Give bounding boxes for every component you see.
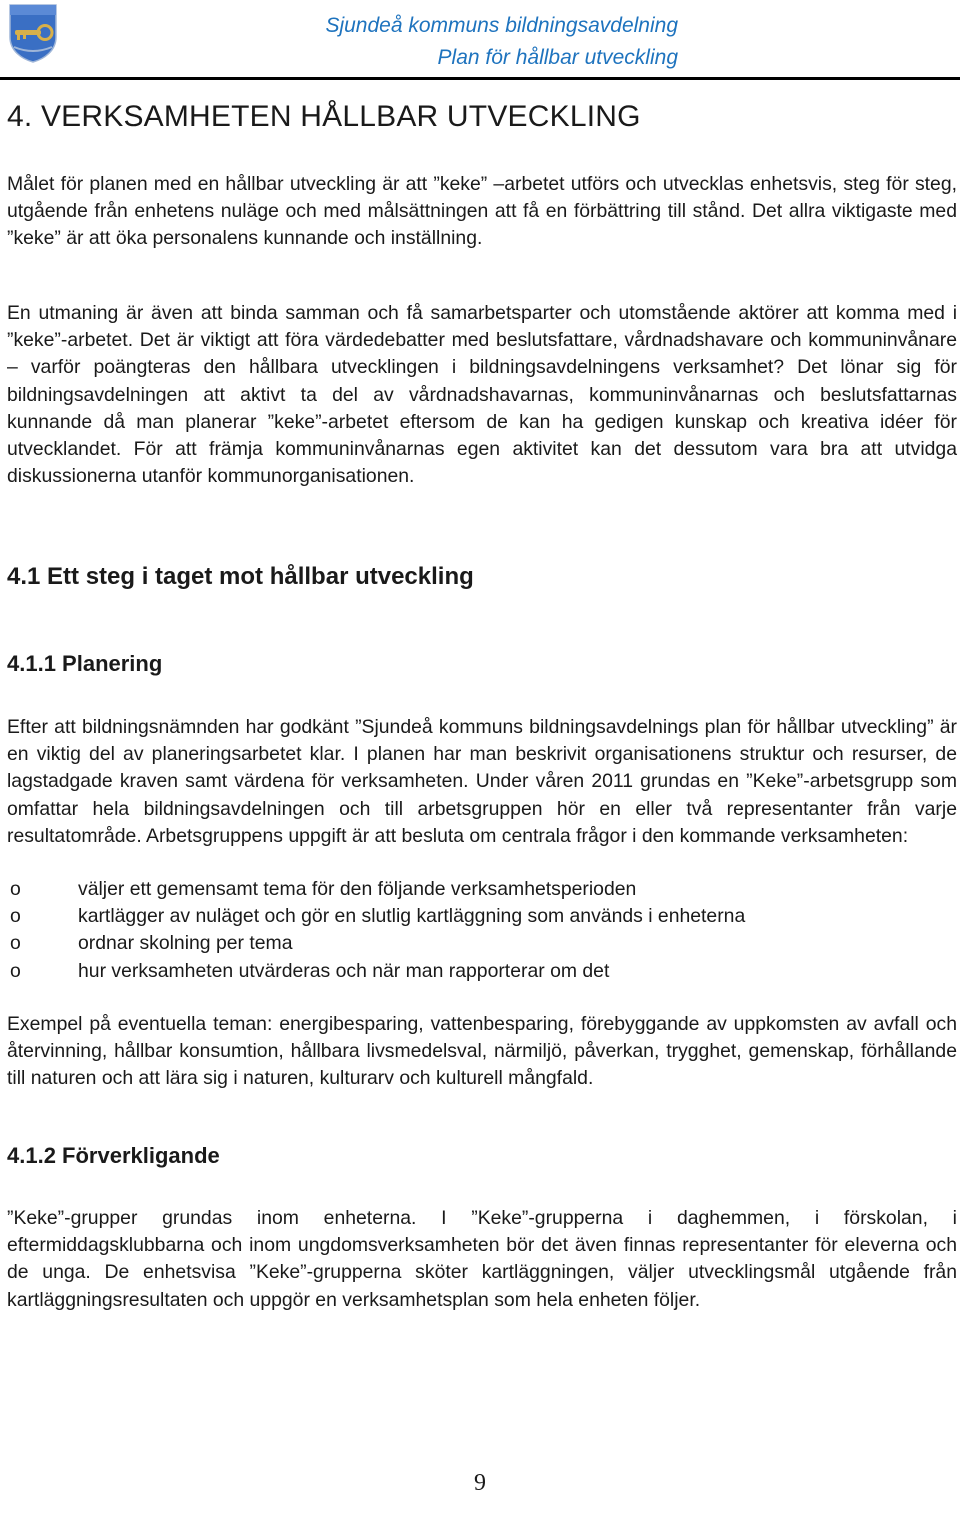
bullet-icon: o [10,932,21,955]
section-paragraph-1: Målet för planen med en hållbar utveckling är att ”keke” –arbetet utförs och utvecklas enhetsvis, steg för steg, utgående från enhetens nuläge och med målsättningen att få en förbättring till stånd. Det allra viktigaste med ”keke” är att öka personalens kunnande och inställning. [7,173,957,250]
bullet-icon: o [10,905,21,928]
municipal-crest-icon [8,3,58,63]
list-item: o kartlägger av nuläget och gör en slutlig kartläggning som används i enheterna [7,903,745,930]
header-divider [0,77,960,80]
header-document-title: Plan för hållbar utveckling [437,46,678,69]
subsection-heading: 4.1 Ett steg i taget mot hållbar utveckling [7,563,474,590]
header-organization: Sjundeå kommuns bildningsavdelning [325,14,678,37]
list-item: o hur verksamheten utvärderas och när man rapporterar om det [7,958,745,985]
forverkligande-heading: 4.1.2 Förverkligande [7,1143,220,1168]
section-heading: 4. VERKSAMHETEN HÅLLBAR UTVECKLING [7,100,641,133]
planering-paragraph-1: Efter att bildningsnämnden har godkänt ”Sjundeå kommuns bildningsavdelnings plan för hållbar utveckling” är en viktig del av planeringsarbetet klar. I planen har man beskrivit organisationens struktur och resurser, de lagstadgade kraven samt värdena för verksamheten. Under våren 2011 grundas en ”Keke”-arbetsgrupp som omfattar hela bildningsavdelningen och till arbetsgruppen hör en eller två representanter från varje resultatområde. Arbetsgruppens uppgift är att besluta om centrala frågor i den kommande verksamheten: [7,716,957,847]
planering-paragraph-2: Exempel på eventuella teman: energibesparing, vattenbesparing, förebyggande av uppkomsten av avfall och återvinning, hållbar konsumtion, hållbara livsmedelsval, närmiljö, påverkan, trygghet, gemenskap, förhållande till naturen och att lära sig i naturen, kulturarv och kulturell mångfald. [7,1013,957,1090]
task-list [7,876,745,985]
bullet-icon: o [10,959,21,982]
list-item: o ordnar skolning per tema [7,930,745,957]
planering-heading: 4.1.1 Planering [7,651,163,676]
list-item: o väljer ett gemensamt tema för den följande verksamhetsperioden [7,876,745,903]
bullet-icon: o [10,878,21,900]
page-number: 9 [474,1470,486,1496]
section-paragraph-2: En utmaning är även att binda samman och få samarbetsparter och utomstående aktörer att komma med i ”keke”-arbetet. Det är viktigt att föra värdedebatter med beslutsfattare, vårdnadshavare och kommuninvånare – varför poängteras den hållbara utvecklingen i bildningsavdelningens verksamhet? Det lönar sig för bildningsavdelningen att aktivt ta del av vårdnadshavarnas, kommuninvånarnas och beslutsfattarnas kunnande då man planerar ”keke”-arbetet eftersom de kan ha gedigen kunskap och kreativa idéer för utvecklandet. För att främja kommuninvånarnas egen aktivitet kan det dessutom vara bra att utvidga diskussionerna utanför kommunorganisationen. [7,302,957,488]
forverkligande-paragraph: ”Keke”-grupper grundas inom enheterna. I ”Keke”-grupperna i daghemmen, i förskolan, i eftermiddagsklubbarna och inom ungdomsverksamheten bör det även finnas representanter för eleverna och de unga. De enhetsvisa ”Keke”-grupperna sköter kartläggningen, väljer utvecklingsmål utgående från kartläggningsresultaten och uppgör en verksamhetsplan som hela enheten följer. [7,1207,957,1311]
